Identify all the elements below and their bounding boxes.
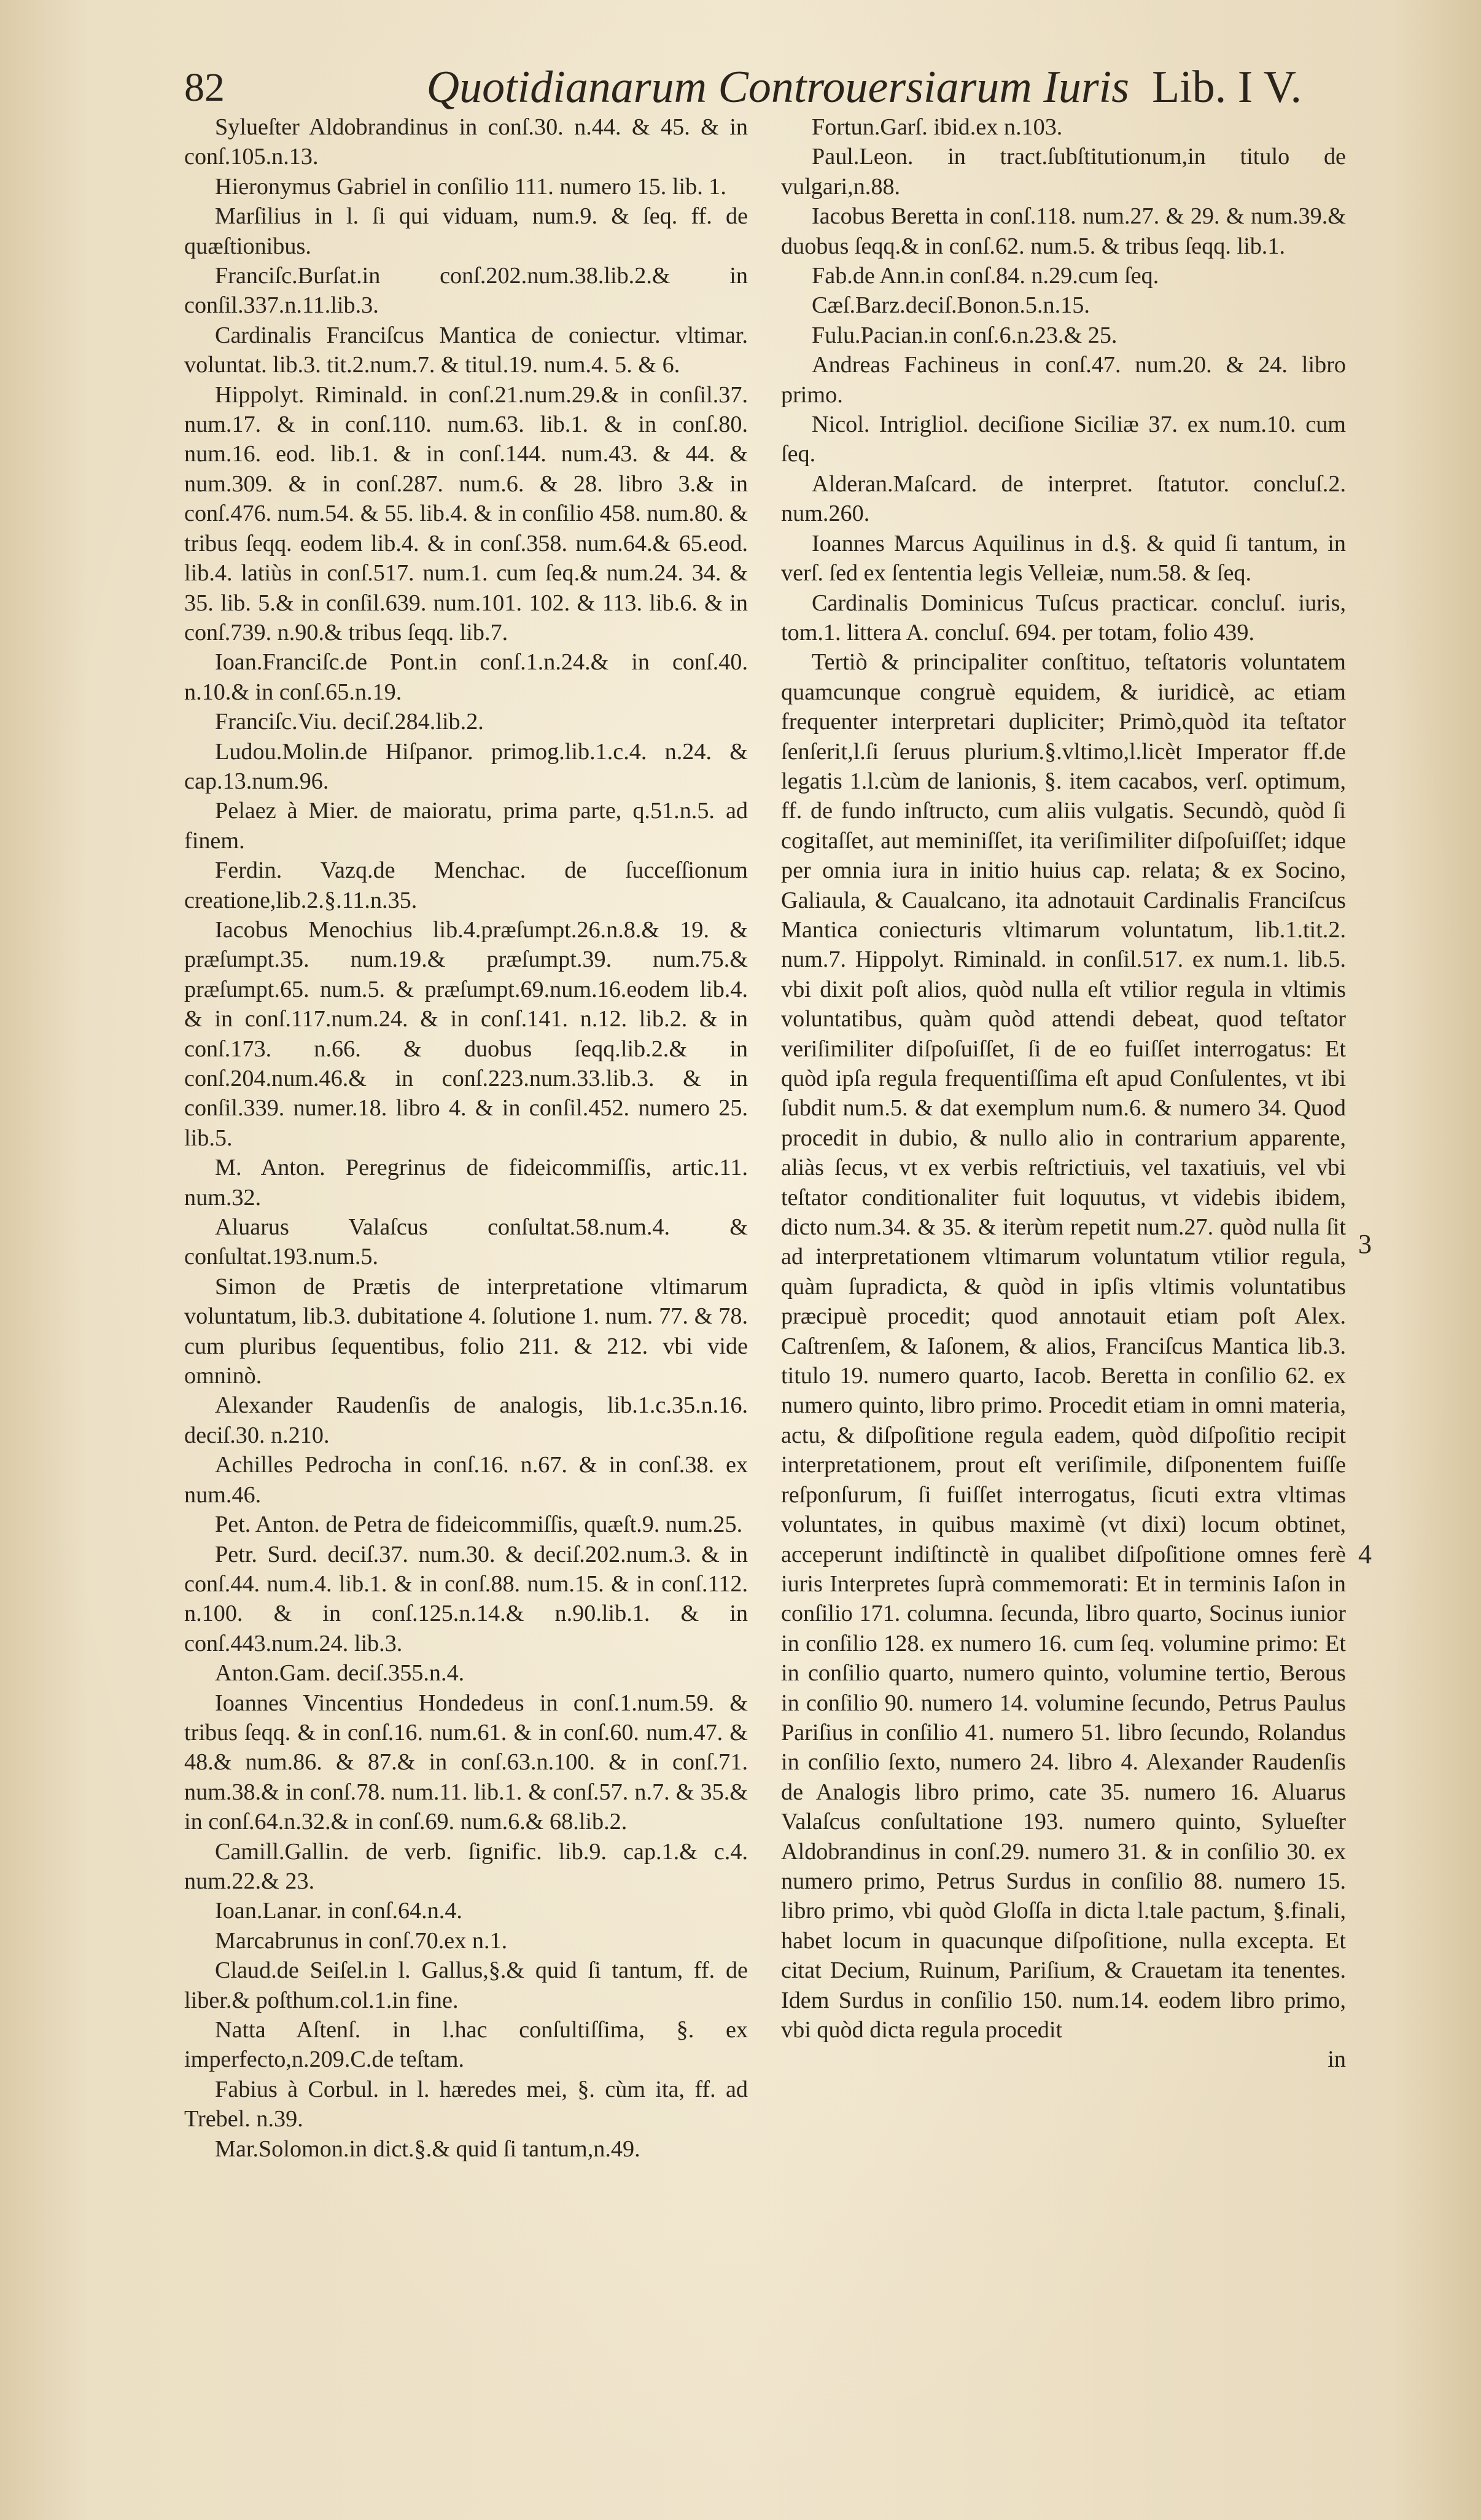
citation-entry: Pet. Anton. de Petra de fideicommiſſis, quæſt.9. num.25.: [215, 1512, 743, 1538]
citation-entry: M. Anton. Peregrinus de fideicommiſſis, artic.11. num.32.: [184, 1155, 748, 1211]
citation-entry: Hippolyt. Riminald. in conſ.21.num.29.& in conſil.37. num.17. & in conſ.110. num.63. lib.1. & in conſ.80. num.16. eod. lib.1. & in conſ.144. num.43. & 44. & num.309. & in conſ.287. num.6. & 28. libro 3.& in conſ.476. num.54. & 55. lib.4. & in conſilio 458. num.80. & tribus ſeqq. eodem lib.4. & in conſ.358. num.64.& 65.eod. lib.4. latiùs in conſ.517. num.1. cum ſeq.& num.24. 34. & 35. lib. 5.& in conſil.639. num.101. 102. & 113. lib.6. & in conſ.739. n.90.& tribus ſeqq. lib.7.: [184, 381, 748, 646]
citation-entry: Fortun.Garſ. ibid.ex n.103.: [812, 114, 1063, 140]
citation-entry: Fulu.Pacian.in conſ.6.n.23.& 25.: [812, 322, 1118, 348]
left-column: [184, 112, 748, 2164]
book-number: Lib. I V.: [1152, 62, 1302, 112]
citation-entry: Franciſc.Viu. deciſ.284.lib.2.: [215, 709, 484, 735]
citation-entry: Natta Aſtenſ. in l.hac conſultiſſima, §. ex imperfecto,n.209.C.de teſtam.: [184, 2017, 748, 2073]
citation-entry: Paul.Leon. in tract.ſubſtitutionum,in titulo de vulgari,n.88.: [781, 144, 1346, 200]
citation-entry: Ioan.Lanar. in conſ.64.n.4.: [215, 1898, 462, 1924]
page-header: [184, 58, 1302, 117]
citation-entry: Nicol. Intrigliol. deciſione Siciliæ 37. ex num.10. cum ſeq.: [781, 412, 1346, 467]
citation-entry: Anton.Gam. deciſ.355.n.4.: [215, 1660, 465, 1687]
citation-entry: Camill.Gallin. de verb. ſignific. lib.9. cap.1.& c.4. num.22.& 23.: [184, 1838, 748, 1894]
citation-entry: Fab.de Ann.in conſ.84. n.29.cum ſeq.: [812, 263, 1159, 289]
running-title-text: Quotidianarum Controuersiarum Iuris: [426, 62, 1130, 112]
page-number: 82: [184, 65, 225, 110]
citation-entry: Simon de Prætis de interpretatione vltimarum voluntatum, lib.3. dubitatione 4. ſolutione 1. num. 77. & 78. cum pluribus ſequentibus, folio 211. & 212. vbi vide omninò.: [184, 1273, 748, 1389]
citation-entry: Cardinalis Dominicus Tuſcus practicar. concluſ. iuris, tom.1. littera A. concluſ. 694. per totam, folio 439.: [781, 590, 1346, 646]
citation-entry: Iacobus Beretta in conſ.118. num.27. & 29. & num.39.& duobus ſeqq.& in conſ.62. num.5. & tribus ſeqq. lib.1.: [781, 203, 1346, 259]
body-paragraph: Tertiò & principaliter conſtituo, teſtatoris voluntatem quamcunque congruè equidem, & iuridicè, ac etiam frequenter interpretari dupliciter; Primò,quòd ita teſtator ſenſerit,l.ſi ſeruus plurium.§.vltimo,l.licèt Imperator ff.de legatis 1.l.cùm de lanionis, §. item cacabos, verſ. optimum, ff. de fundo inſtructo, cum aliis vulgatis. Secundò, quòd ſi cogitaſſet, aut meminiſſet, ita veriſimiliter diſpoſuiſſet; idque per omnia iura in initio huius cap. relata; & ex Socino, Galiaula, & Caualcano, ita adnotauit Cardinalis Franciſcus Mantica coniecturis vltimarum voluntatum, lib.1.tit.2. num.7. Hippolyt. Riminald. in conſil.517. ex num.1. lib.5. vbi dixit poſt alios, quòd nulla eſt vtilior regula in vltimis voluntatibus, quàm quòd attendi debeat, quod teſtator veriſimiliter diſpoſuiſſet, ſi de eo fuiſſet interrogatus: Et quòd ipſa regula frequentiſſima eſt apud Conſulentes, vt ibi ſubdit num.5. & dat exemplum num.6. & numero 34. Quod procedit in dubio, & nullo alio in contrarium apparente, aliàs ſecus, vt ex verbis reſtrictiuis, vel taxatiuis, vel vbi teſtator conditionaliter fuit loquutus, vt videbis ibidem, dicto num.34. & 35. & iterùm repetit num.27. quòd nulla ſit ad interpretationem vltimarum voluntatum vtilior regula, quàm ſupradicta, & quòd in ipſis vltimis voluntatibus præcipuè procedit; quod annotauit etiam poſt Alex. Caſtrenſem, & Iaſonem, & alios, Franciſcus Mantica lib.3. titulo 19. numero quarto, Iacob. Beretta in conſilio 62. ex numero quinto, libro primo. Procedit etiam in omni materia, actu, & diſpoſitione regula eadem, quòd diſpoſitio recipit interpretationem, prout eſt veriſimile, diſponentem fuiſſe reſponſurum, ſi fuiſſet interrogatus, ſicuti extra vltimas voluntates, in quibus maximè (vt dixi) locum obtinet, acceperunt indiſtinctè in qualibet diſpoſitione omnes ferè iuris Interpretes ſuprà commemorati: Et in terminis Iaſon in conſilio 171. columna. ſecunda, libro quarto, Socinus iunior in conſilio 128. ex numero 16. cum ſeq. volumine primo: Et in conſilio quarto, numero quinto, volumine tertio, Berous in conſilio 90. numero 14. volumine ſecundo, Petrus Paulus Pariſius in conſilio 41. numero 51. libro ſecundo, Rolandus in conſilio ſexto, numero 24. libro 4. Alexander Raudenſis de Analogis libro primo, cate 35. numero 16. Aluarus Valaſcus conſultatione 193. numero quinto, Sylueſter Aldobrandinus in conſ.29. numero 31. & in conſilio 30. ex numero primo, Petrus Surdus in conſilio 88. numero 15. libro primo, vbi quòd Gloſſa in dicta l.tale pactum, §.finali, habet locum in quacunque diſpoſitione, nulla excepta. Et citat Decium, Ruinum, Pariſium, & Crauetam ita tenentes. Idem Surdus in conſilio 150. num.14. eodem libro primo, vbi quòd dicta regula procedit: [781, 649, 1346, 2043]
citation-entry: Marcabrunus in conſ.70.ex n.1.: [215, 1927, 508, 1954]
running-title: [427, 58, 1302, 117]
citation-entry: Ioan.Franciſc.de Pont.in conſ.1.n.24.& in conſ.40. n.10.& in conſ.65.n.19.: [184, 649, 748, 705]
citation-entry: Hieronymus Gabriel in conſilio 111. numero 15. lib. 1.: [215, 173, 726, 200]
margin-number: 3: [1358, 1229, 1372, 1259]
citation-entry: Franciſc.Burſat.in conſ.202.num.38.lib.2.& in conſil.337.n.11.lib.3.: [184, 263, 748, 319]
citation-entry: Andreas Fachineus in conſ.47. num.20. & 24. libro primo.: [781, 352, 1346, 408]
citation-entry: Alderan.Maſcard. de interpret. ſtatutor. concluſ.2. num.260.: [781, 470, 1346, 527]
citation-entry: Ludou.Molin.de Hiſpanor. primog.lib.1.c.4. n.24. & cap.13.num.96.: [184, 738, 748, 794]
citation-entry: Claud.de Seiſel.in l. Gallus,§.& quid ſi tantum, ff. de liber.& poſthum.col.1.in fine.: [184, 1957, 748, 2013]
citation-entry: Fabius à Corbul. in l. hæredes mei, §. cùm ita, ff. ad Trebel. n.39.: [184, 2076, 748, 2132]
citation-entry: Cardinalis Franciſcus Mantica de coniectur. vltimar. voluntat. lib.3. tit.2.num.7. & titul.19. num.4. 5. & 6.: [184, 322, 748, 378]
citation-entry: Sylueſter Aldobrandinus in conſ.30. n.44. & 45. & in conſ.105.n.13.: [184, 114, 748, 170]
citation-entry: Alexander Raudenſis de analogis, lib.1.c.35.n.16. deciſ.30. n.210.: [184, 1392, 748, 1448]
citation-entry: Petr. Surd. deciſ.37. num.30. & deciſ.202.num.3. & in conſ.44. num.4. lib.1. & in conſ.88. num.15. & in conſ.112. n.100. & in conſ.125.n.14.& n.90.lib.1. & in conſ.443.num.24. lib.3.: [184, 1541, 748, 1656]
margin-number: 4: [1358, 1539, 1372, 1569]
citation-entry: Aluarus Valaſcus conſultat.58.num.4. & conſultat.193.num.5.: [184, 1214, 748, 1270]
citation-entry: Cæſ.Barz.deciſ.Bonon.5.n.15.: [812, 292, 1090, 319]
catchword: in: [1327, 2046, 1346, 2073]
citation-entry: Ferdin. Vazq.de Menchac. de ſucceſſionum creatione,lib.2.§.11.n.35.: [184, 857, 748, 913]
citation-entry: Marſilius in l. ſi qui viduam, num.9. & ſeq. ff. de quæſtionibus.: [184, 203, 748, 259]
right-column: [781, 112, 1346, 2075]
citation-entry: Ioannes Marcus Aquilinus in d.§. & quid ſi tantum, in verſ. ſed ex ſententia legis Velleiæ, num.58. & ſeq.: [781, 530, 1346, 587]
citation-entry: Iacobus Menochius lib.4.præſumpt.26.n.8.& 19. & præſumpt.35. num.19.& præſumpt.39. num.75.& præſumpt.65. num.5. & præſumpt.69.num.16.eodem lib.4. & in conſ.117.num.24. & in conſ.141. n.12. lib.2. & in conſ.173. n.66. & duobus ſeqq.lib.2.& in conſ.204.num.46.& in conſ.223.num.33.lib.3. & in conſil.339. numer.18. libro 4. & in conſil.452. numero 25. lib.5.: [184, 916, 748, 1151]
citation-entry: Ioannes Vincentius Hondedeus in conſ.1.num.59. & tribus ſeqq. & in conſ.16. num.61. & in conſ.60. num.47. & 48.& num.86. & 87.& in conſ.63.n.100. & in conſ.71. num.38.& in conſ.78. num.11. lib.1. & conſ.57. n.7. & 35.& in conſ.64.n.32.& in conſ.69. num.6.& 68.lib.2.: [184, 1690, 748, 1835]
citation-entry: Achilles Pedrocha in conſ.16. n.67. & in conſ.38. ex num.46.: [184, 1452, 748, 1508]
citation-entry: Mar.Solomon.in dict.§.& quid ſi tantum,n.49.: [215, 2136, 640, 2162]
citation-entry: Pelaez à Mier. de maioratu, prima parte, q.51.n.5. ad finem.: [184, 798, 748, 854]
